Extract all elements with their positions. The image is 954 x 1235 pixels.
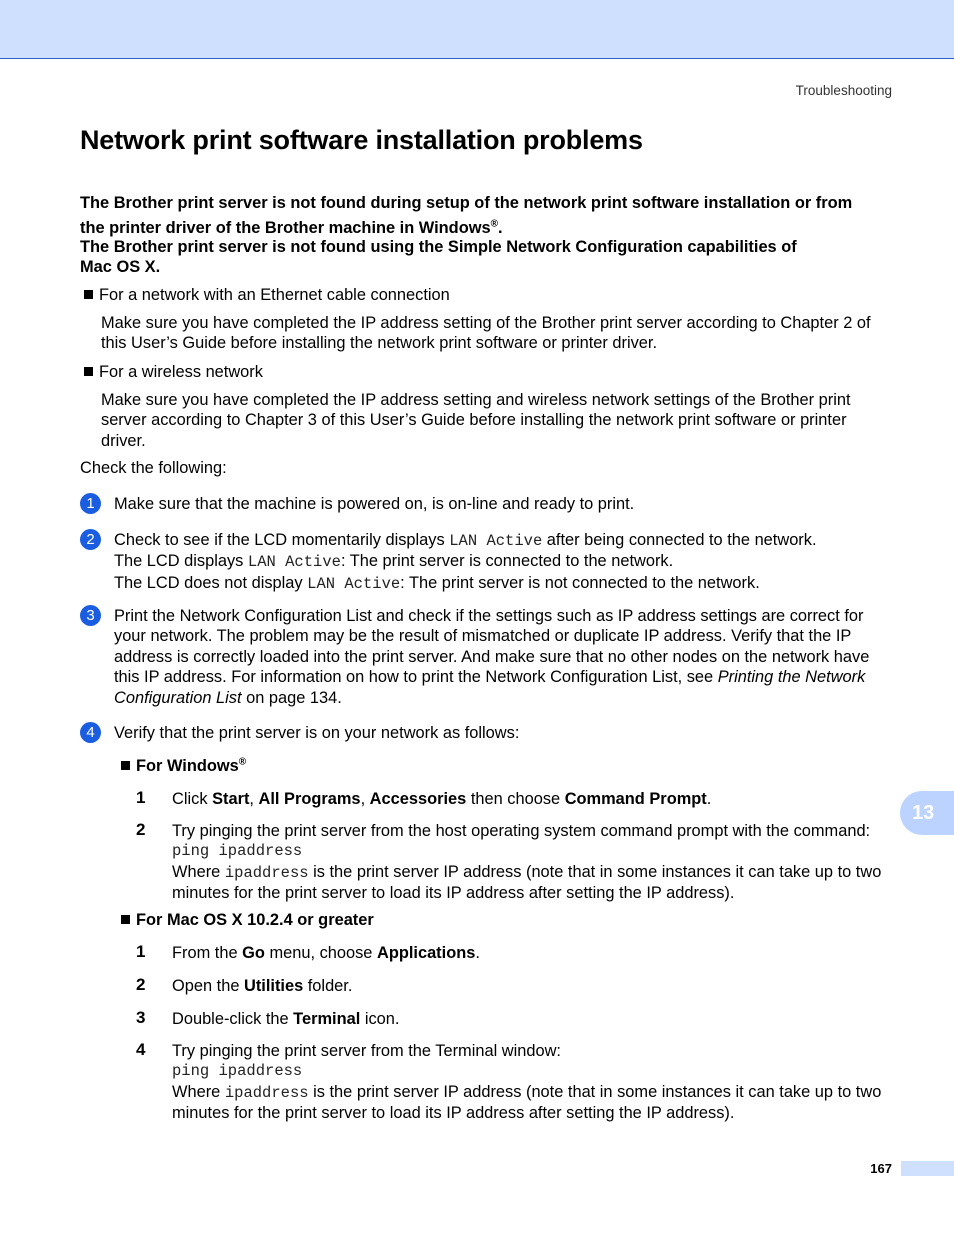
go-menu-label: Go [242, 944, 265, 962]
text: menu, choose [264, 944, 377, 962]
terminal-label: Terminal [293, 1010, 361, 1028]
step-2-text [114, 530, 894, 594]
bullet-wireless-text: Make sure you have completed the IP address setting and wireless network settings of the Brother print server according to Chapter 3 of this User’s Guide before installing the network print software or printer driver. [101, 391, 851, 450]
text: is the print server IP address (note that in some instances it can take up to two minutes for the print server to load its IP address after setting the IP address). [172, 862, 882, 903]
mac-heading [121, 910, 374, 930]
text: From the [172, 944, 243, 962]
bullet-square-icon [84, 367, 93, 376]
windows-item-1-number: 1 [136, 788, 146, 807]
text: Click [172, 790, 213, 808]
mac-item-4-text [172, 1041, 894, 1124]
config-list-link: Printing the Network Configuration List [114, 668, 866, 707]
text: , [360, 790, 370, 808]
intro-line-2: the printer driver of the Brother machine in Windows [80, 219, 491, 237]
mac-item-1-text [172, 943, 894, 963]
step-4-text: Verify that the print server is on your network as follows: [114, 724, 520, 742]
page-title: Network print software installation problems [80, 125, 643, 155]
check-label: Check the following: [80, 459, 227, 477]
intro-line-1: The Brother print server is not found during setup of the network print software installation or from [80, 194, 853, 212]
ipaddress-code: ipaddress [224, 1083, 309, 1102]
step-3-text [114, 606, 890, 708]
windows-item-1-text [172, 789, 894, 809]
ping-instruction: Try pinging the print server from the Terminal window: [172, 1042, 561, 1060]
intro-line-2-end: . [497, 219, 503, 237]
header-bar [0, 0, 954, 59]
lcd-code: LAN Active [247, 553, 341, 572]
text: Open the [172, 977, 244, 995]
command-prompt-label: Command Prompt [564, 790, 707, 808]
step-2-line-1: Check to see if the LCD momentarily displays [114, 531, 450, 549]
mac-item-1-number: 1 [136, 942, 146, 961]
text: . [706, 790, 712, 808]
mac-item-2-text [172, 976, 894, 996]
windows-heading-label: For Windows [136, 757, 239, 775]
text: , [249, 790, 259, 808]
mac-item-3-number: 3 [136, 1008, 146, 1027]
bullet-label: For a network with an Ethernet cable connection [99, 286, 450, 304]
all-programs-label: All Programs [258, 790, 361, 808]
bullet-square-icon [121, 761, 130, 770]
intro-heading [80, 192, 910, 278]
step-2-line-3-end: : The print server is not connected to the network. [400, 573, 760, 592]
bullet-square-icon [121, 915, 130, 924]
step-2-line-2-end: : The print server is connected to the network. [340, 552, 674, 571]
step-2-number-icon: 2 [80, 529, 101, 550]
bullet-ethernet-text: Make sure you have completed the IP address setting of the Brother print server according to Chapter 2 of this User’s Guide before installing the network print software or printer driver. [101, 314, 871, 353]
lcd-code: LAN Active [307, 574, 401, 593]
windows-item-2-number: 2 [136, 820, 146, 839]
page-number: 167 [870, 1161, 892, 1176]
registered-mark: ® [238, 756, 247, 768]
bullet-ethernet [84, 285, 450, 305]
utilities-label: Utilities [244, 977, 304, 995]
step-4-number-icon: 4 [80, 722, 101, 743]
windows-item-2-text [172, 821, 894, 904]
step-3-number-icon: 3 [80, 605, 101, 626]
intro-line-4: Mac OS X. [80, 258, 161, 276]
mac-item-3-text [172, 1009, 894, 1029]
text: . [475, 944, 480, 962]
ipaddress-code: ipaddress [224, 863, 309, 882]
bullet-label: For a wireless network [99, 363, 263, 381]
step-2-line-2: The LCD displays [114, 552, 248, 571]
text: then choose [466, 790, 565, 808]
step-1-number-icon: 1 [80, 493, 101, 514]
step-3-body: Print the Network Configuration List and check if the settings such as IP address settings are correct for your network. The problem may be the result of mismatched or duplicate IP address. Verify that the IP address is correctly loaded into the print server. And make sure that no other nodes on the network have this IP address. For information on how to print the Network Configuration List, see [114, 607, 870, 687]
chapter-tab: 13 [900, 791, 954, 835]
mac-item-4-number: 4 [136, 1040, 146, 1059]
step-2-line-3: The LCD does not display [114, 573, 308, 592]
page-number-bar [901, 1161, 954, 1176]
bullet-square-icon [84, 290, 93, 299]
applications-label: Applications [376, 944, 476, 962]
section-title: Troubleshooting [795, 83, 892, 98]
windows-heading [121, 756, 246, 776]
text: Where [172, 862, 225, 881]
step-3-tail: on page 134. [241, 688, 342, 707]
lcd-code: LAN Active [449, 532, 543, 550]
bullet-wireless [84, 362, 263, 382]
mac-item-2-number: 2 [136, 975, 146, 994]
text: Where [172, 1082, 225, 1101]
step-2-line-1-end: after being connected to the network. [542, 531, 817, 549]
text: Double-click the [172, 1010, 294, 1028]
start-menu-label: Start [212, 790, 250, 808]
accessories-label: Accessories [369, 790, 467, 808]
intro-line-3: The Brother print server is not found using the Simple Network Configuration capabilities of [80, 238, 797, 256]
ping-command: ping ipaddress [172, 1062, 303, 1081]
ping-instruction: Try pinging the print server from the host operating system command prompt with the command: [172, 822, 871, 840]
text: is the print server IP address (note that in some instances it can take up to two minutes for the print server to load its IP address after setting the IP address). [172, 1082, 882, 1123]
registered-mark: ® [490, 218, 498, 230]
step-1-text: Make sure that the machine is powered on, is on-line and ready to print. [114, 495, 635, 513]
mac-heading-label: For Mac OS X 10.2.4 or greater [136, 911, 374, 929]
ping-command: ping ipaddress [172, 842, 303, 861]
text: icon. [360, 1010, 400, 1028]
text: folder. [303, 977, 353, 995]
